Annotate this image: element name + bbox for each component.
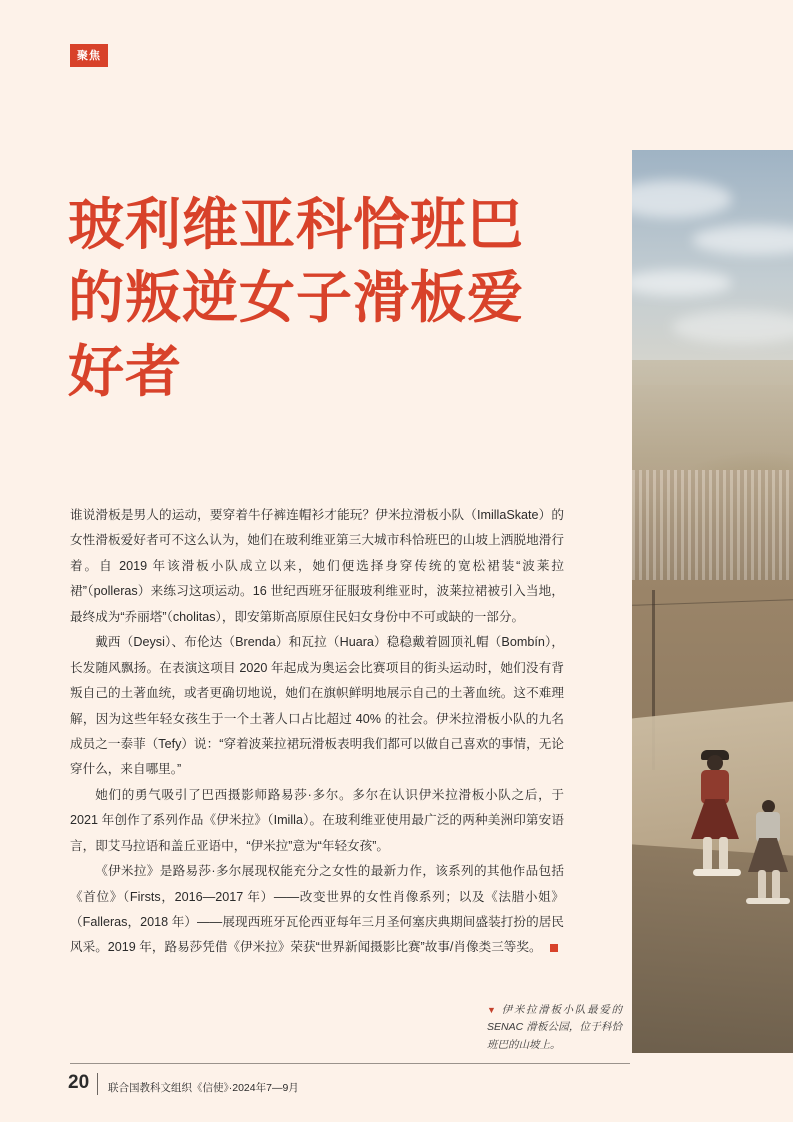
caption-marker-icon: ▼ [487, 1005, 498, 1015]
skater-head [707, 755, 723, 771]
paragraph: 她们的勇气吸引了巴西摄影师路易莎·多尔。多尔在认识伊米拉滑板小队之后，于 2021 年创作了系列作品《伊米拉》（Imilla）。在玻利维亚使用最广泛的两种美洲印第安语言，即艾马拉语和盖丘亚语中，“伊米拉”意为“年轻女孩”。 [70, 787, 564, 853]
cloud-shape [632, 180, 732, 218]
page-title: 玻利维亚科恰班巴的叛逆女子滑板爱好者 [68, 192, 524, 404]
skateboard [746, 898, 790, 904]
skater-figure-secondary [744, 800, 793, 910]
photo-cityscape [632, 470, 793, 590]
section-tag: 聚焦 [70, 44, 108, 67]
photo-caption [487, 1002, 622, 1054]
caption-text: 伊米拉滑板小队最爱的 SENAC 滑板公园，位于科恰班巴的山坡上。 [487, 1004, 622, 1051]
article-body [70, 503, 564, 961]
footer-divider [70, 1063, 630, 1064]
skater-leg [772, 870, 780, 900]
footer-source: 联合国教科文组织《信使》·2024年7—9月 [108, 1082, 299, 1094]
skater-leg [719, 837, 728, 871]
cloud-shape [672, 310, 793, 344]
paragraph: 谁说滑板是男人的运动，要穿着牛仔裤连帽衫才能玩？伊米拉滑板小队（ImillaSkate）的女性滑板爱好者可不这么认为，她们在玻利维亚第三大城市科恰班巴的山坡上洒脱地滑行着。自 2019 年该滑板小队成立以来，她们便选择身穿传统的宽松裙装“波莱拉裙”（polleras）来练习这项运动。16 世纪西班牙征服玻利维亚时，波莱拉裙被引入当地，最终成为“乔丽塔”（cholitas），即安第斯高原原住民妇女身份中不可或缺的一部分。 [70, 508, 564, 624]
cloud-shape [692, 225, 793, 255]
skater-torso [701, 770, 729, 804]
pollera-skirt [691, 799, 739, 839]
page-number: 20 [68, 1072, 90, 1093]
skater-leg [758, 870, 766, 900]
cloud-shape [632, 270, 732, 296]
paragraph-text: 《伊米拉》是路易莎·多尔展现权能充分之女性的最新力作，该系列的其他作品包括《首位》（Firsts，2016—2017 年）——改变世界的女性肖像系列；以及《法腊小姐》（Falleras，2018 年）——展现西班牙瓦伦西亚每年三月圣何塞庆典期间盛装打扮的居民风采。2019 年，路易莎凭借《伊米拉》荣获“世界新闻摄影比赛”故事/肖像类三等奖。 [70, 864, 564, 955]
skater-figure [687, 755, 749, 885]
photo-sky [632, 150, 793, 385]
skateboard [693, 869, 741, 876]
article-photo [632, 150, 793, 1053]
paragraph: 戴西（Deysi）、布伦达（Brenda）和瓦拉（Huara）稳稳戴着圆顶礼帽（Bombín），长发随风飘扬。在表演这项目 2020 年起成为奥运会比赛项目的街头运动时，她们没有背叛自己的土著血统，或者更确切地说，她们在旗帜鲜明地展示自己的土著血统。这不难理解，因为这些年轻女孩生于一个土著人口占比超过 40% 的社会。伊米拉滑板小队的九名成员之一泰菲（Tefy）说：“穿着波莱拉裙玩滑板表明我们都可以做自己喜欢的事情，无论穿什么，来自哪里。” [70, 635, 564, 777]
skater-torso [756, 812, 780, 842]
photo-image [632, 150, 793, 1053]
skater-leg [703, 837, 712, 871]
paragraph [70, 859, 564, 961]
pollera-skirt [748, 838, 788, 872]
end-mark-icon [550, 944, 558, 952]
footer-separator [97, 1073, 98, 1095]
